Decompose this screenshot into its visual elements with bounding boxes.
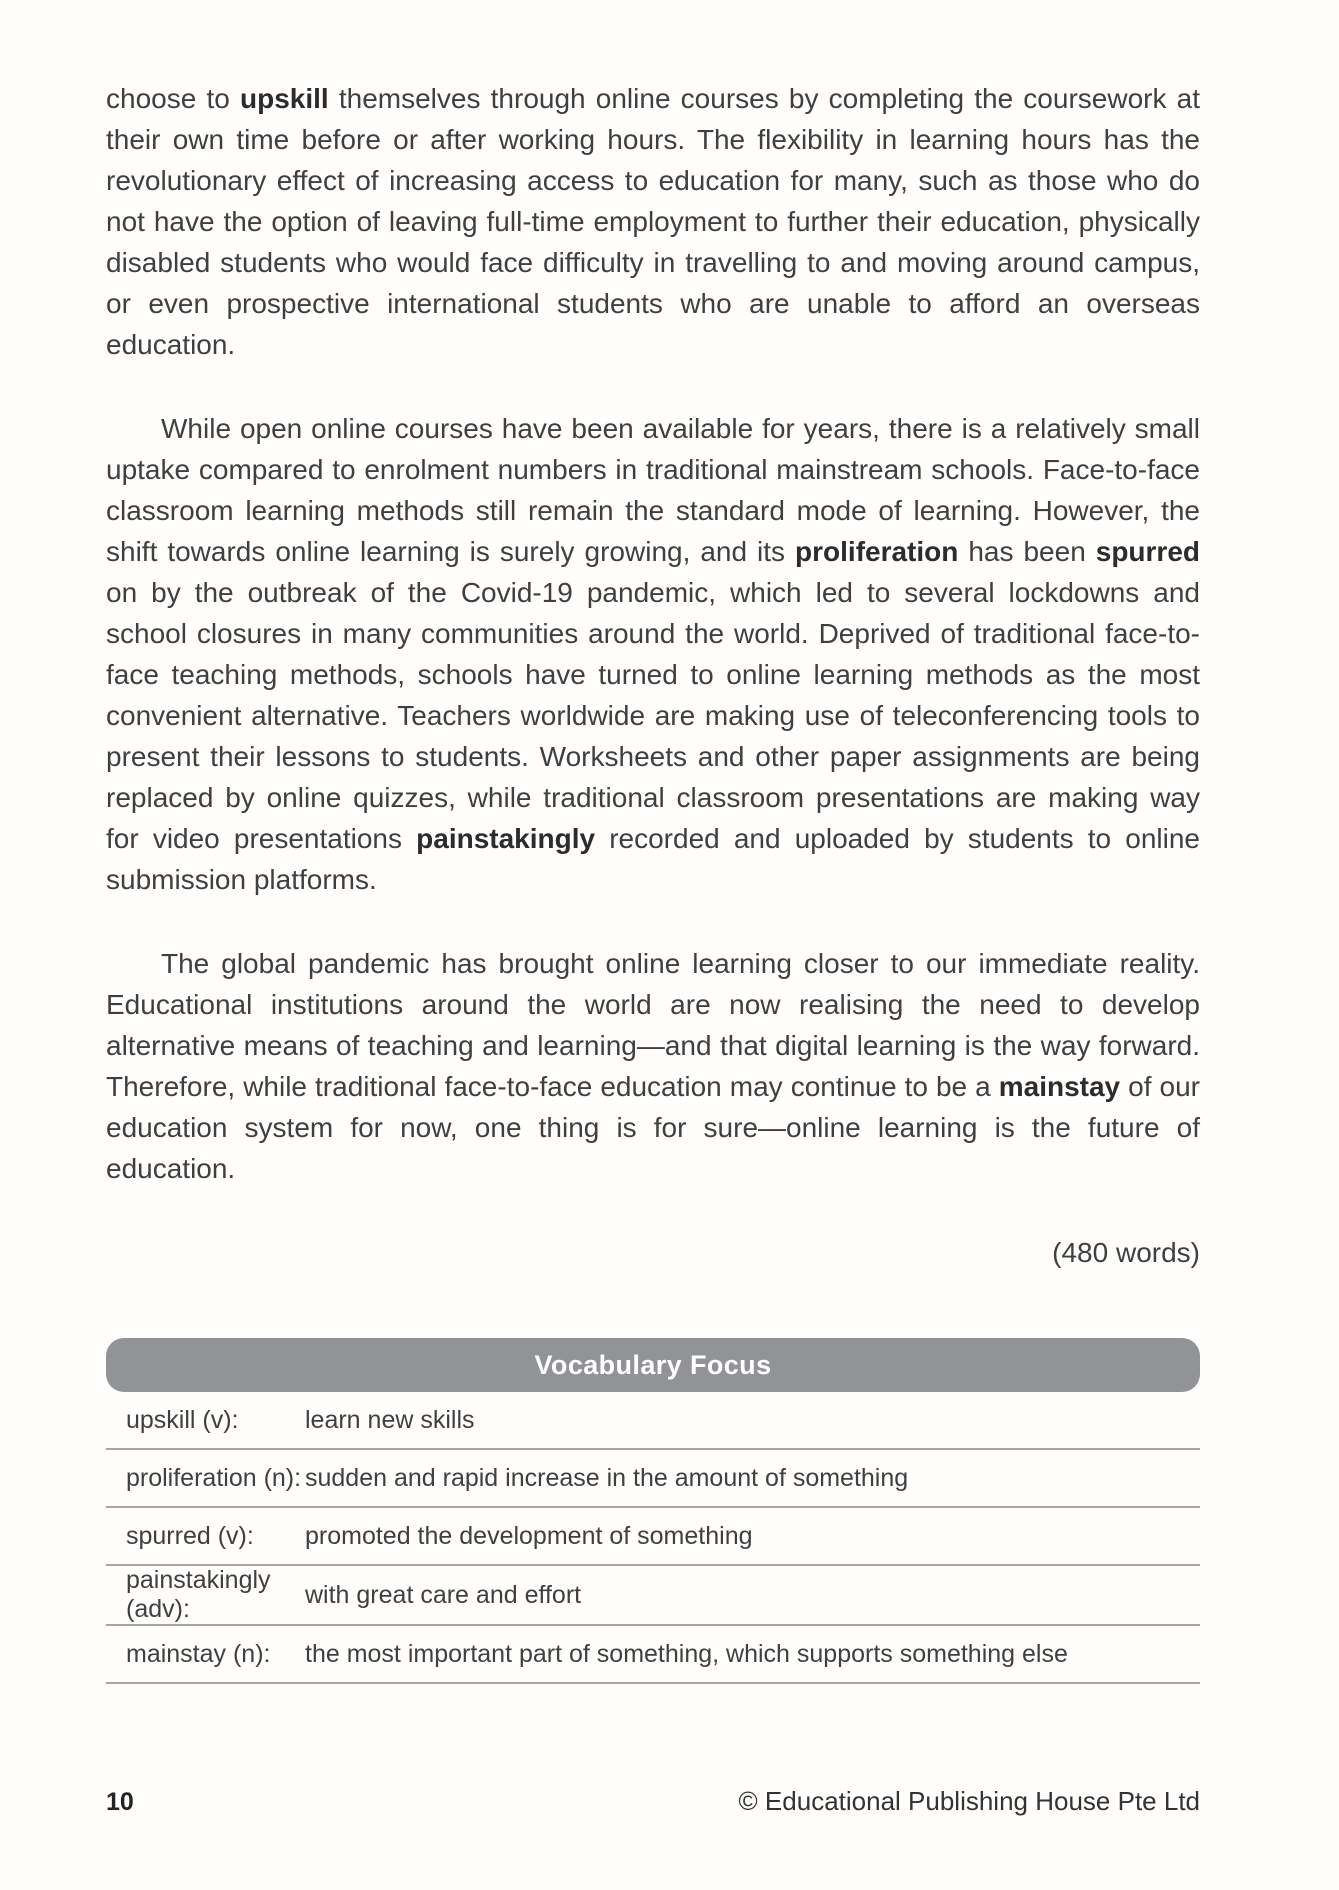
text-segment: choose to (106, 83, 240, 114)
vocabulary-term: proliferation (n): (126, 1463, 302, 1492)
text-segment: themselves through online courses by completing the coursework at their own time before or after working hours. The flexibility in learning hours has the revolutionary effect of increasing access to education for many, such as those who do not have the option of leaving full-time employment to further their education, physically disabled students who would face difficulty in travelling to and moving around campus, or even prospective international students who are unable to afford an overseas education. (106, 83, 1200, 360)
word-count-note: (480 words) (1052, 1237, 1200, 1268)
keyword-bold: mainstay (998, 1071, 1121, 1102)
vocabulary-term: painstakingly (adv): (126, 1566, 271, 1623)
keyword-bold: proliferation (795, 536, 959, 567)
vocabulary-term: upskill (v): (126, 1405, 239, 1434)
vocabulary-row (106, 1508, 1200, 1566)
page-footer (106, 1786, 1200, 1817)
keyword-bold: spurred (1095, 536, 1200, 567)
vocabulary-definition: learn new skills (305, 1405, 475, 1434)
text-segment: While open online courses have been available for years, there is a relatively small uptake compared to enrolment numbers in traditional mainstream schools. Face-to-face classroom learning methods still remain the standard mode of learning. However, the shift towards online learning is surely growing, and its (106, 413, 1200, 567)
text-segment: of our education system for now, one thing is for sure—online learning is the future of education. (106, 1071, 1200, 1184)
vocabulary-banner (106, 1338, 1200, 1392)
page-number: 10 (106, 1788, 134, 1816)
vocabulary-term: spurred (v): (126, 1521, 254, 1550)
vocabulary-definition: promoted the development of something (305, 1521, 753, 1550)
vocabulary-definition: with great care and effort (305, 1580, 582, 1609)
text-segment: The global pandemic has brought online learning closer to our immediate reality. Educational institutions around the world are now realising the need to develop alternative means of teaching and learning—and that digital learning is the way forward. Therefore, while traditional face-to-face education may continue to be a (106, 948, 1200, 1102)
article-paragraphs (106, 78, 1200, 1189)
vocabulary-row (106, 1566, 1200, 1626)
paragraph (106, 943, 1200, 1189)
copyright-notice: © Educational Publishing House Pte Ltd (738, 1786, 1200, 1816)
paragraph (106, 78, 1200, 365)
text-segment: on by the outbreak of the Covid-19 pandemic, which led to several lockdowns and school closures in many communities around the world. Deprived of traditional face-to-face teaching methods, schools have turned to online learning methods as the most convenient alternative. Teachers worldwide are making use of teleconferencing tools to present their lessons to students. Worksheets and other paper assignments are being replaced by online quizzes, while traditional classroom presentations are making way for video presentations (106, 577, 1200, 854)
vocabulary-title: Vocabulary Focus (534, 1350, 772, 1380)
text-segment: has been (958, 536, 1096, 567)
vocabulary-row (106, 1392, 1200, 1450)
vocabulary-term: mainstay (n): (126, 1639, 271, 1668)
vocabulary-definition: sudden and rapid increase in the amount of something (305, 1463, 909, 1492)
text-segment: recorded and uploaded by students to online submission platforms. (106, 823, 1200, 895)
vocabulary-table (106, 1392, 1200, 1684)
vocabulary-definition: the most important part of something, which supports something else (305, 1639, 1068, 1668)
vocabulary-row (106, 1626, 1200, 1684)
keyword-bold: painstakingly (416, 823, 596, 854)
vocabulary-row (106, 1450, 1200, 1508)
paragraph (106, 408, 1200, 900)
vocabulary-section (106, 1338, 1200, 1684)
article-body (106, 78, 1200, 1273)
keyword-bold: upskill (239, 83, 329, 114)
